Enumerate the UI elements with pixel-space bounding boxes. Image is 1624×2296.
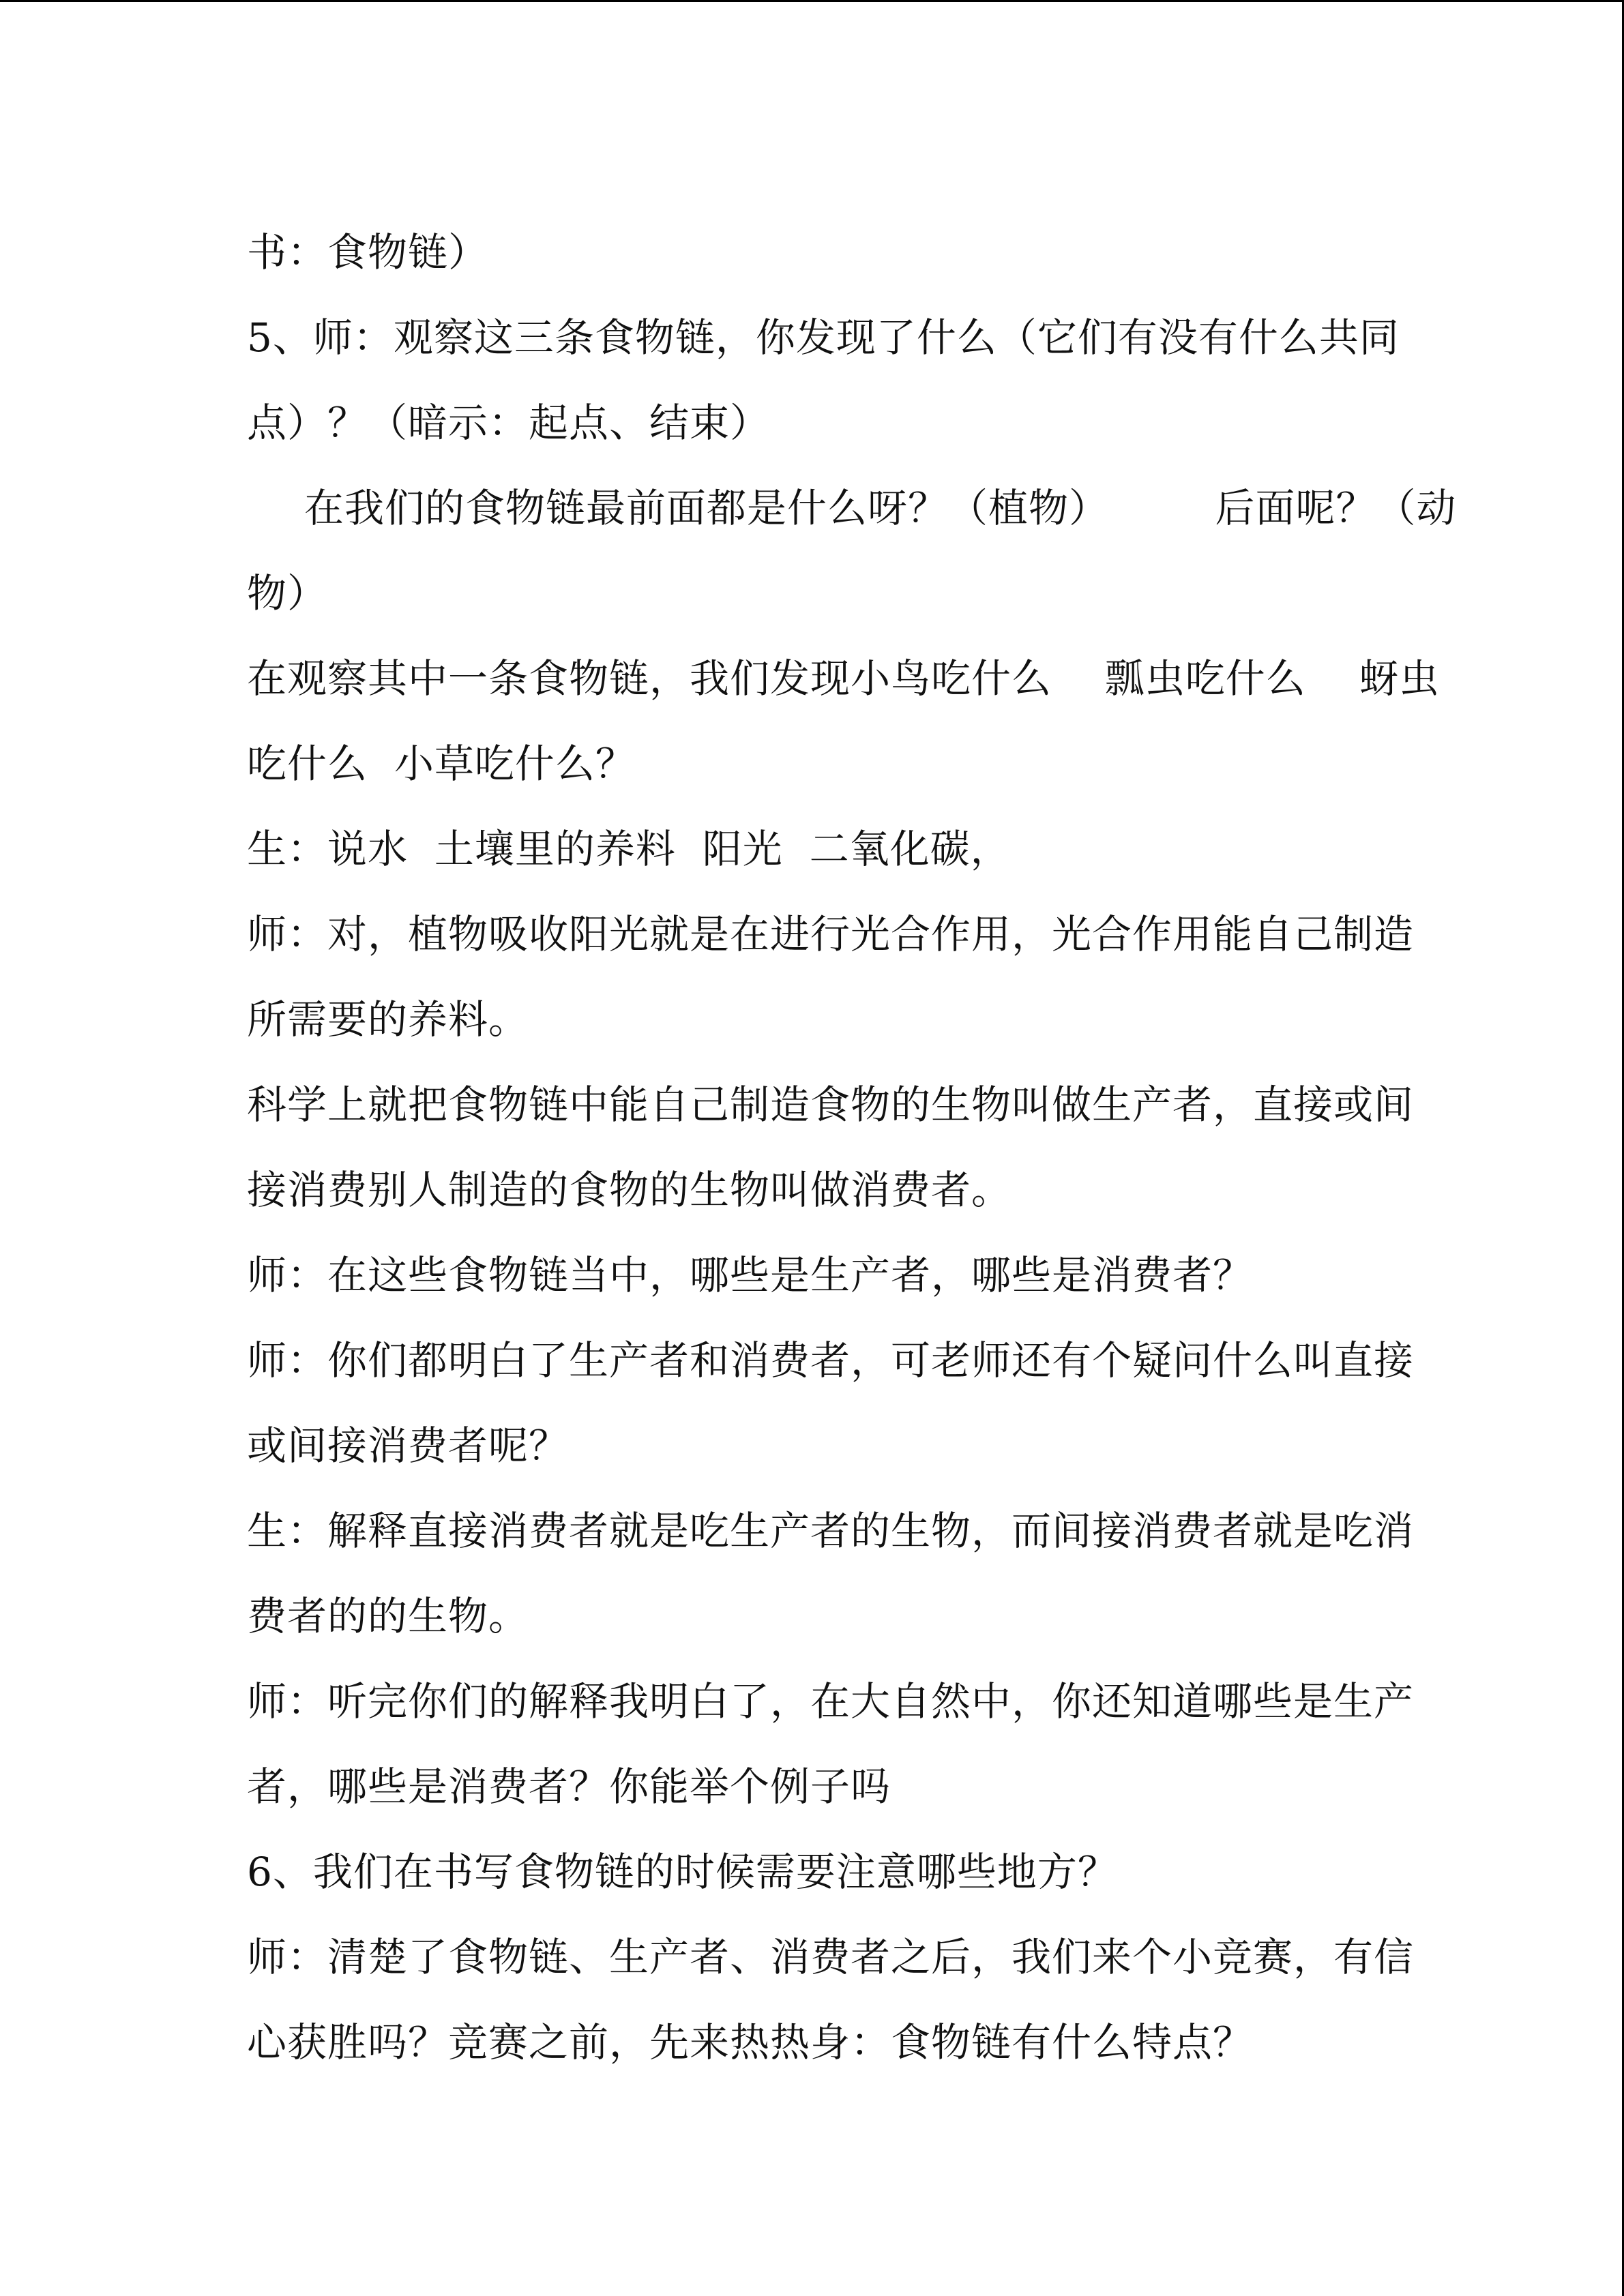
text-line: 6、我们在书写食物链的时候需要注意哪些地方？ (247, 1849, 1118, 1895)
text-line: 师：清楚了食物链、生产者、消费者之后，我们来个小竞赛，有信 (247, 1934, 1415, 1980)
text-line: 师：你们都明白了生产者和消费者，可老师还有个疑问什么叫直接 (247, 1337, 1415, 1384)
document-body (247, 210, 1457, 2085)
text-line: 者，哪些是消费者？你能举个例子吗 (247, 1763, 891, 1810)
text-line: 在我们的食物链最前面都是什么呀？（植物） 后面呢？（动 (304, 485, 1457, 531)
text-line: 物） (247, 570, 328, 616)
text-line: 吃什么 小草吃什么？ (247, 741, 636, 787)
text-line: 科学上就把食物链中能自己制造食物的生物叫做生产者，直接或间 (247, 1082, 1415, 1128)
text-line: 师：对，植物吸收阳光就是在进行光合作用，光合作用能自己制造 (247, 911, 1415, 957)
text-line: 费者的的生物。 (247, 1593, 529, 1639)
text-line: 或间接消费者呢？ (247, 1422, 570, 1469)
text-line: 生：说水 土壤里的养料 阳光 二氧化碳， (247, 826, 1011, 872)
text-line: 心获胜吗？竞赛之前，先来热热身：食物链有什么特点？ (247, 2019, 1254, 2066)
text-line: 5、师：观察这三条食物链，你发现了什么（它们有没有什么共同 (247, 314, 1400, 361)
text-line: 书：食物链） (247, 229, 489, 275)
text-line: 点）？（暗示：起点、结束） (247, 400, 771, 446)
text-line: 师：在这些食物链当中，哪些是生产者，哪些是消费者？ (247, 1252, 1254, 1298)
text-line: 生：解释直接消费者就是吃生产者的生物，而间接消费者就是吃消 (247, 1508, 1415, 1554)
text-line: 所需要的养料。 (247, 996, 529, 1043)
text-line: 师：听完你们的解释我明白了，在大自然中，你还知道哪些是生产 (247, 1678, 1415, 1725)
text-line: 接消费别人制造的食物的生物叫做消费者。 (247, 1167, 1012, 1213)
text-line: 在观察其中一条食物链，我们发现小鸟吃什么 瓢虫吃什么 蚜虫 (247, 655, 1440, 702)
